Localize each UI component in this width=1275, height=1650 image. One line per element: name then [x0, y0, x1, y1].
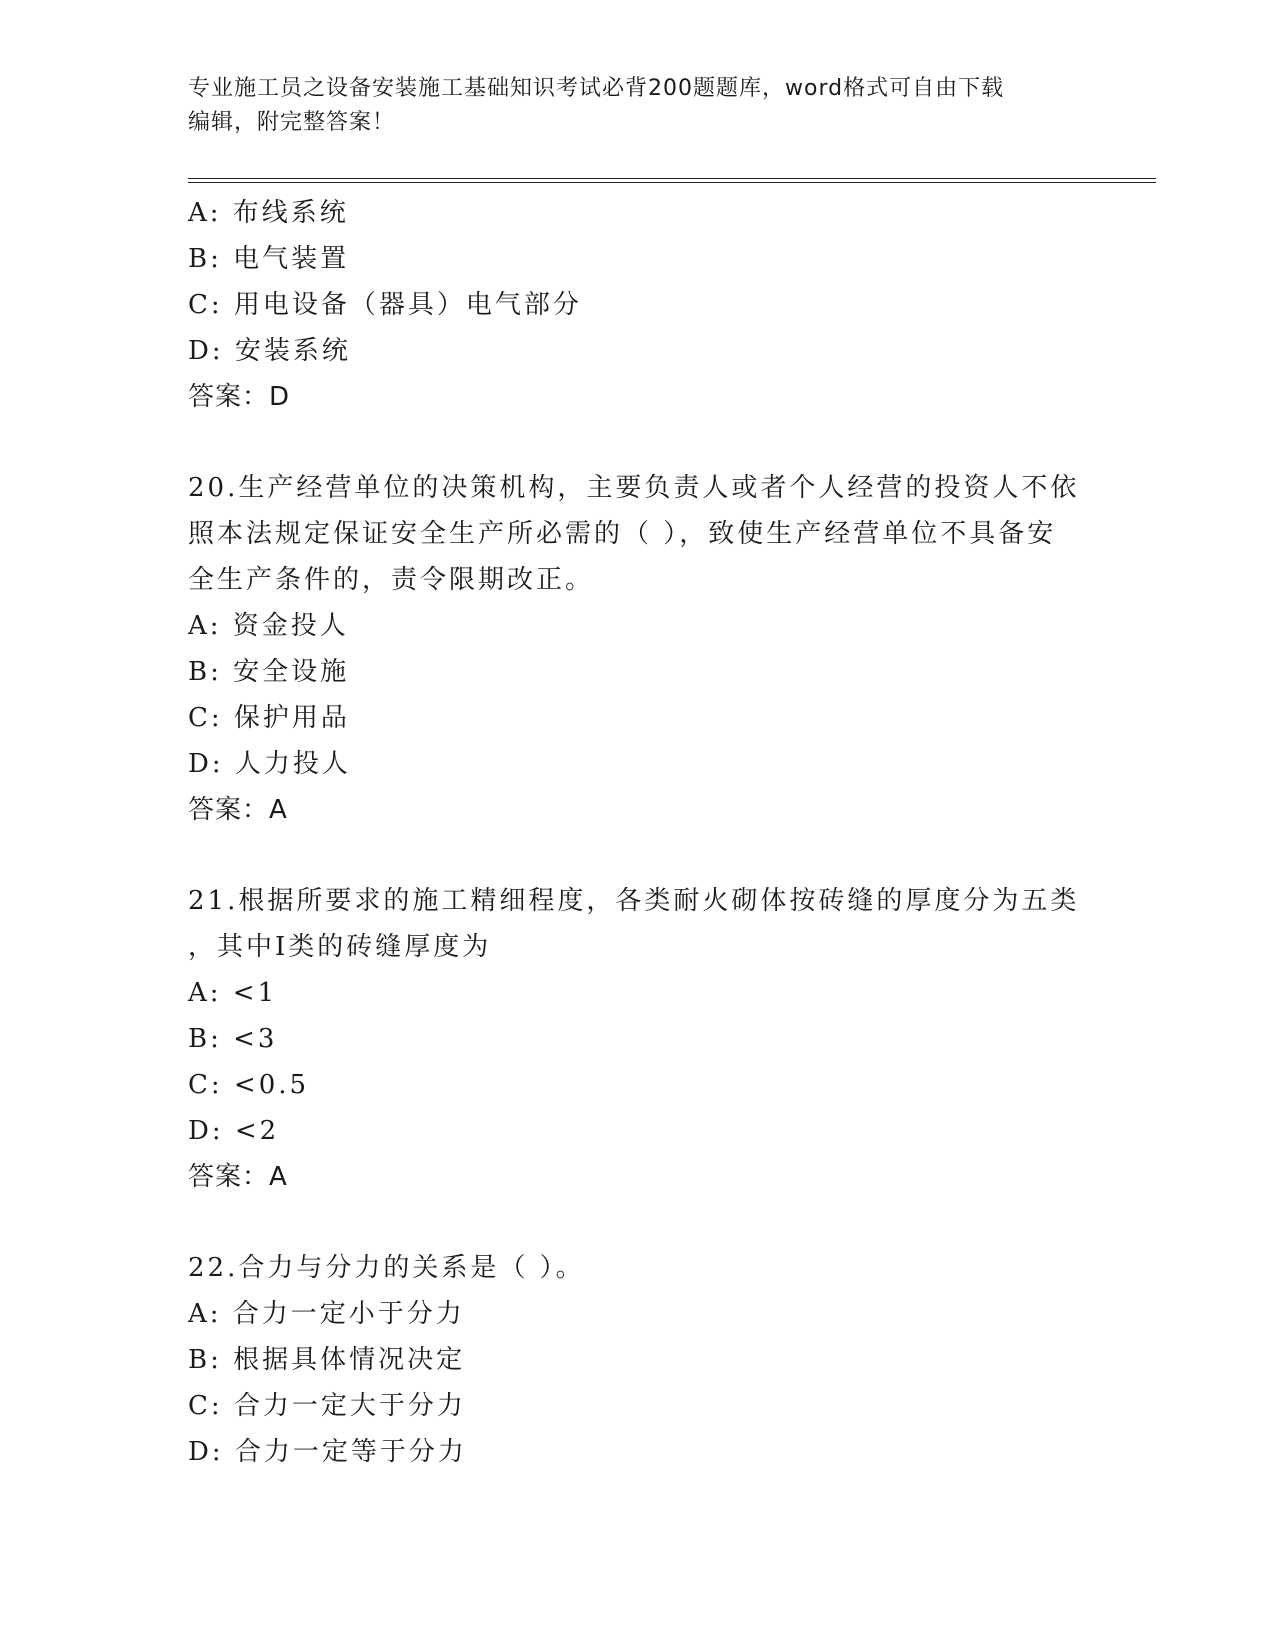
question-text-line: 全生产条件的，责令限期改正。 — [188, 565, 595, 595]
answer-line: 答案：A — [188, 795, 288, 825]
option-d: D: 安装系统 — [188, 336, 351, 366]
option-d: D: 合力一定等于分力 — [188, 1437, 467, 1467]
option-a: A: 合力一定小于分力 — [188, 1299, 465, 1329]
option-b: B: 安全设施 — [188, 657, 350, 687]
option-d: D: <2 — [188, 1116, 280, 1146]
option-b: B: <3 — [188, 1024, 278, 1054]
document-header: 专业施工员之设备安装施工基础知识考试必背200题题库，word格式可自由下载 编辑，附完整答案！ — [188, 76, 1005, 135]
question-block — [188, 465, 1088, 833]
option-d: D: 人力投人 — [188, 749, 351, 779]
answer-line: 答案：A — [188, 1162, 288, 1192]
question-text-line: 22.合力与分力的关系是（ ）。 — [188, 1253, 585, 1283]
option-c: C: 合力一定大于分力 — [188, 1391, 466, 1421]
question-text-line: 照本法规定保证安全生产所必需的（ ），致使生产经营单位不具备安 — [188, 519, 1057, 549]
option-b: B: 根据具体情况决定 — [188, 1345, 466, 1375]
question-text-line: 21.根据所要求的施工精细程度，各类耐火砌体按砖缝的厚度分为五类 — [188, 886, 1080, 916]
option-c: C: <0.5 — [188, 1070, 310, 1100]
question-block — [188, 878, 1088, 1200]
option-a: A: <1 — [188, 978, 278, 1008]
option-b: B: 电气装置 — [188, 244, 350, 274]
question-list — [188, 190, 1088, 1475]
question-block — [188, 1245, 1088, 1475]
header-divider — [188, 178, 1156, 183]
option-a: A: 布线系统 — [188, 198, 349, 228]
question-block — [188, 190, 1088, 420]
option-c: C: 保护用品 — [188, 703, 350, 733]
question-text-line: ，其中I类的砖缝厚度为 — [188, 932, 492, 962]
question-text-line: 20.生产经营单位的决策机构，主要负责人或者个人经营的投资人不依 — [188, 473, 1080, 503]
option-a: A: 资金投人 — [188, 611, 349, 641]
answer-line: 答案：D — [188, 382, 291, 412]
option-c: C: 用电设备（器具）电气部分 — [188, 290, 582, 320]
